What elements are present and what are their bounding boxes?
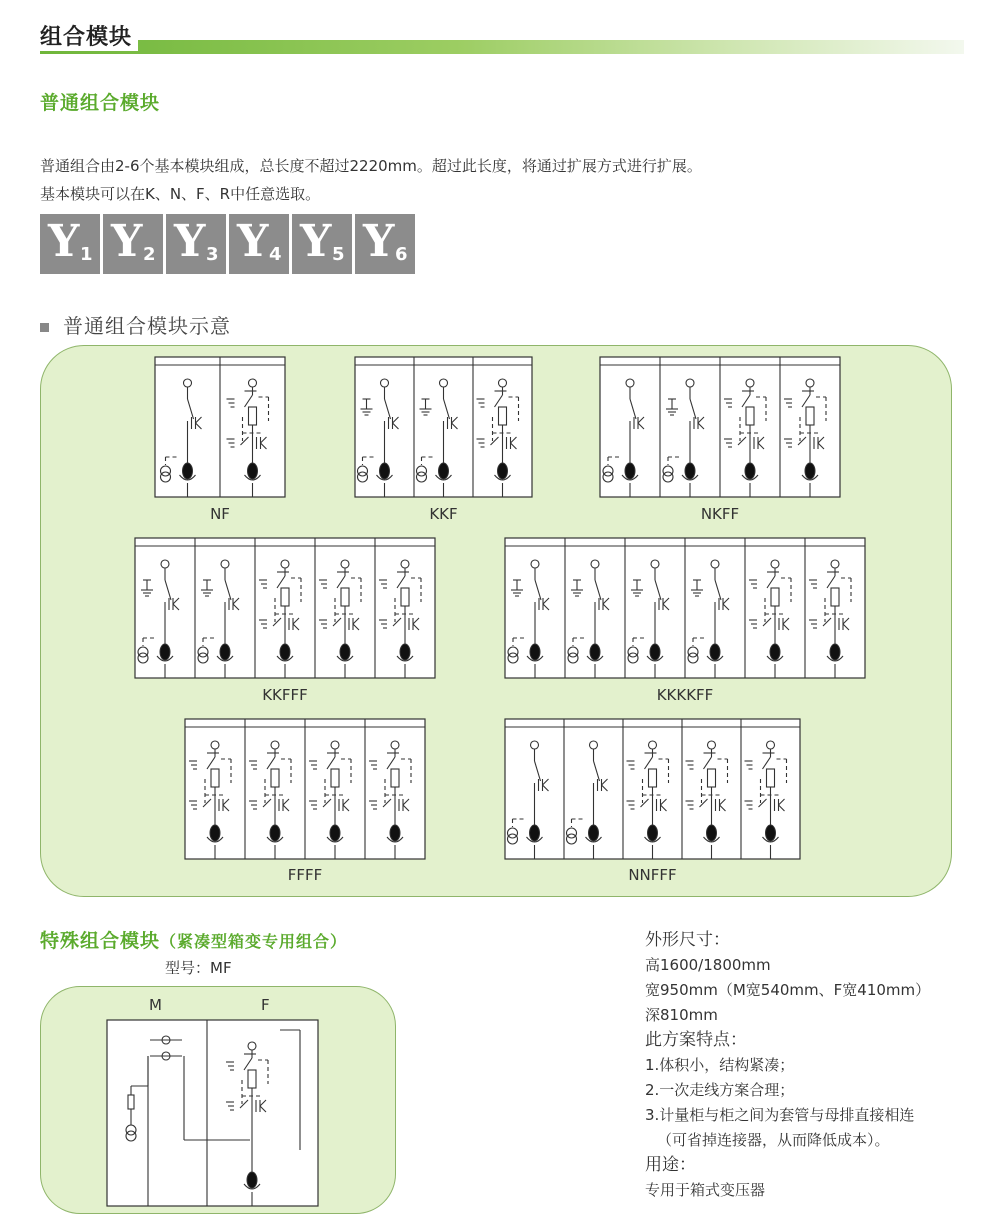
- mf-diagram: [107, 1020, 318, 1206]
- y-tile-letter: Y: [300, 216, 332, 267]
- y-tile-letter: Y: [237, 216, 269, 267]
- combo-group-nf: [155, 357, 285, 497]
- y-tile-number: 2: [143, 244, 156, 265]
- y-tile-number: 4: [269, 244, 282, 265]
- group-caption: NKFF: [700, 505, 740, 523]
- combo-group-ffff: [185, 719, 425, 859]
- spec-height: 高1600/1800mm: [645, 956, 771, 974]
- y-tile-number: 1: [80, 244, 93, 265]
- y-tile-letter: Y: [174, 216, 206, 267]
- feature-title: 此方案特点：: [645, 1030, 747, 1050]
- group-caption: FFFF: [287, 866, 323, 884]
- y-tile-number: 6: [395, 244, 408, 265]
- group-caption: KKF: [429, 505, 458, 523]
- combo-group-kkfff: [135, 538, 435, 678]
- mf-label-m: M: [149, 996, 162, 1014]
- page-title: 组合模块: [40, 20, 138, 51]
- y-tile-letter: Y: [111, 216, 143, 267]
- combo-group-nkff: [600, 357, 840, 497]
- diagram-title-text: 普通组合模块示意: [63, 314, 231, 338]
- special-title-paren: （紧凑型箱变专用组合）: [160, 932, 348, 951]
- y-tile-letter: Y: [363, 216, 395, 267]
- feature-3: 3.计量柜与柜之间为套管与母排直接相连: [645, 1106, 915, 1124]
- mf-label-f: F: [261, 996, 270, 1014]
- spec-depth: 深810mm: [645, 1006, 718, 1024]
- feature-3b: （可省掉连接器，从而降低成本）。: [657, 1131, 890, 1149]
- specs-block: [645, 928, 930, 1203]
- y-tile-letter: Y: [48, 216, 80, 267]
- feature-2: 2.一次走线方案合理；: [645, 1081, 795, 1099]
- special-title-text: 特殊组合模块: [40, 930, 161, 952]
- normal-section-title: 普通组合模块: [40, 92, 161, 114]
- use-title: 用途：: [645, 1155, 696, 1175]
- desc-line-1: 普通组合由2-6个基本模块组成，总长度不超过2220mm。超过此长度，将通过扩展方式进行扩展。: [40, 157, 702, 175]
- y-tile-number: 5: [332, 244, 345, 265]
- dim-title: 外形尺寸：: [645, 930, 730, 950]
- group-caption: KKFFF: [262, 686, 308, 704]
- combo-group-nnfff: [505, 719, 800, 859]
- feature-1: 1.体积小，结构紧凑；: [645, 1056, 795, 1074]
- group-caption: NF: [210, 505, 230, 523]
- model-label: 型号：MF: [165, 959, 232, 977]
- y-tile-number: 3: [206, 244, 219, 265]
- combo-group-kkf: [355, 357, 532, 497]
- combo-group-kkkkff: [505, 538, 865, 678]
- group-caption: KKKKFF: [656, 686, 714, 704]
- use-text: 专用于箱式变压器: [645, 1181, 766, 1199]
- spec-width: 宽950mm（M宽540mm、F宽410mm）: [645, 981, 931, 999]
- desc-line-2: 基本模块可以在K、N、F、R中任意选取。: [40, 185, 321, 203]
- group-caption: NNFFF: [628, 866, 677, 884]
